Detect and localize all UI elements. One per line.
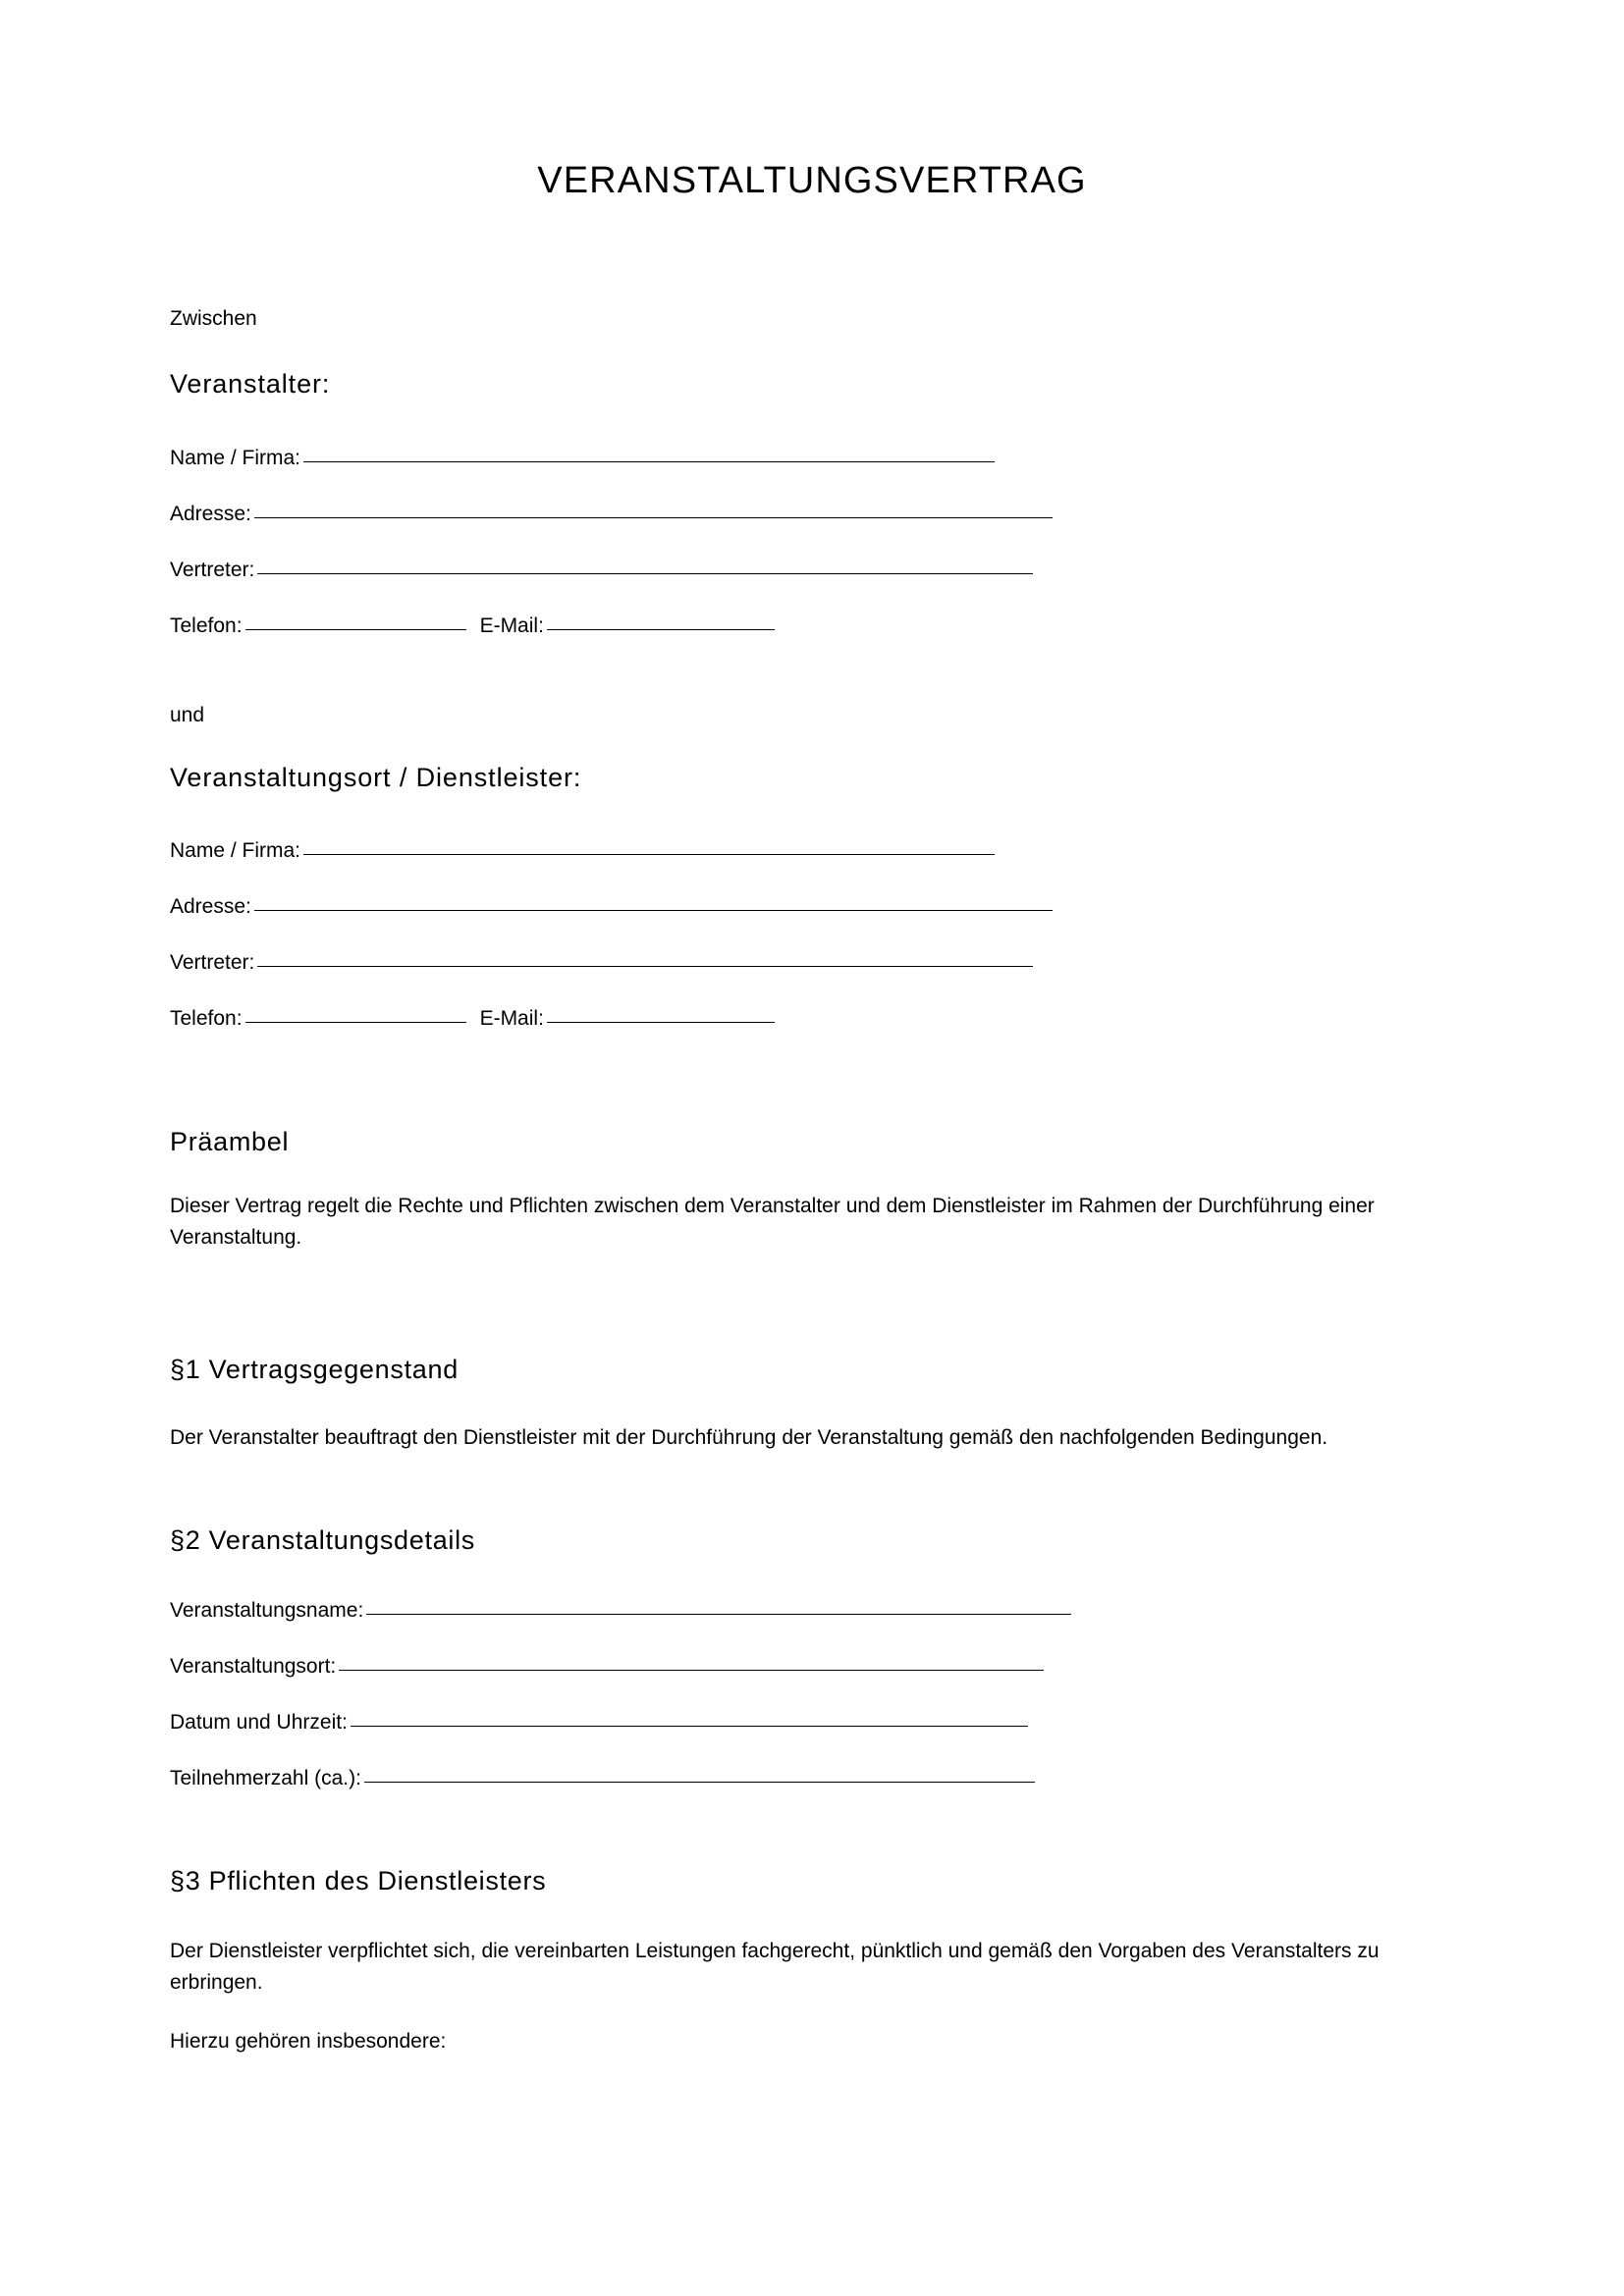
event-location-input-rule[interactable] [339, 1669, 1044, 1671]
event-name-input-rule[interactable] [366, 1613, 1071, 1615]
venue-phone-input-rule[interactable] [245, 1021, 466, 1023]
organizer-contact-field-row[interactable] [170, 613, 775, 639]
event-datetime-input-rule[interactable] [351, 1725, 1028, 1727]
organizer-phone-label: Telefon: [170, 614, 243, 637]
venue-heading: Veranstaltungsort / Dienstleister: [170, 763, 582, 792]
venue-email-label: E-Mail: [479, 1007, 544, 1030]
venue-representative-input-rule[interactable] [257, 965, 1033, 967]
section-1-heading: §1 Vertragsgegenstand [170, 1355, 459, 1384]
venue-representative-label: Vertreter: [170, 951, 255, 974]
page-title: VERANSTALTUNGSVERTRAG [537, 160, 1087, 201]
organizer-representative-field-row[interactable] [170, 557, 1033, 583]
intro-between-label: Zwischen [170, 307, 257, 330]
event-attendees-label: Teilnehmerzahl (ca.): [170, 1767, 361, 1789]
organizer-address-field-row[interactable] [170, 501, 1053, 527]
section-3-heading: §3 Pflichten des Dienstleisters [170, 1866, 547, 1896]
preamble-text: Dieser Vertrag regelt die Rechte und Pflichten zwischen dem Veranstalter und dem Dienstleister im Rahmen der Durchführung einer Veranstaltung. [170, 1195, 1375, 1249]
organizer-representative-label: Vertreter: [170, 559, 255, 581]
section-3-text: Der Dienstleister verpflichtet sich, die vereinbarten Leistungen fachgerecht, pünktlich und gemäß den Vorgaben des Veranstalters zu erbringen. [170, 1940, 1380, 1994]
event-name-field-row[interactable] [170, 1597, 1071, 1624]
venue-name-field-row[interactable] [170, 837, 995, 864]
venue-address-label: Adresse: [170, 895, 251, 918]
venue-phone-label: Telefon: [170, 1007, 243, 1030]
venue-email-input-rule[interactable] [547, 1021, 775, 1023]
venue-name-input-rule[interactable] [303, 853, 995, 855]
organizer-name-input-rule[interactable] [303, 460, 995, 462]
intro-and-label: und [170, 704, 205, 726]
section-1-text: Der Veranstalter beauftragt den Dienstleister mit der Durchführung der Veranstaltung gemäß den nachfolgenden Bedingungen. [170, 1426, 1328, 1449]
venue-contact-field-row[interactable] [170, 1005, 775, 1032]
organizer-address-label: Adresse: [170, 503, 251, 525]
event-datetime-label: Datum und Uhrzeit: [170, 1711, 348, 1734]
event-location-field-row[interactable] [170, 1653, 1044, 1680]
organizer-email-label: E-Mail: [479, 614, 544, 637]
event-attendees-input-rule[interactable] [364, 1781, 1035, 1783]
organizer-email-input-rule[interactable] [547, 628, 775, 630]
organizer-name-label: Name / Firma: [170, 447, 301, 469]
organizer-heading: Veranstalter: [170, 369, 331, 399]
venue-representative-field-row[interactable] [170, 949, 1033, 976]
organizer-representative-input-rule[interactable] [257, 572, 1033, 574]
event-attendees-field-row[interactable] [170, 1765, 1035, 1791]
preamble-heading: Präambel [170, 1127, 290, 1156]
section-2-heading: §2 Veranstaltungsdetails [170, 1525, 476, 1555]
organizer-phone-input-rule[interactable] [245, 628, 466, 630]
section-3-list-intro: Hierzu gehören insbesondere: [170, 2030, 447, 2053]
organizer-name-field-row[interactable] [170, 445, 995, 471]
organizer-address-input-rule[interactable] [254, 516, 1053, 518]
venue-name-label: Name / Firma: [170, 839, 301, 862]
venue-address-input-rule[interactable] [254, 909, 1053, 911]
event-location-label: Veranstaltungsort: [170, 1655, 337, 1678]
event-name-label: Veranstaltungsname: [170, 1599, 364, 1622]
venue-address-field-row[interactable] [170, 893, 1053, 920]
event-datetime-field-row[interactable] [170, 1709, 1028, 1735]
